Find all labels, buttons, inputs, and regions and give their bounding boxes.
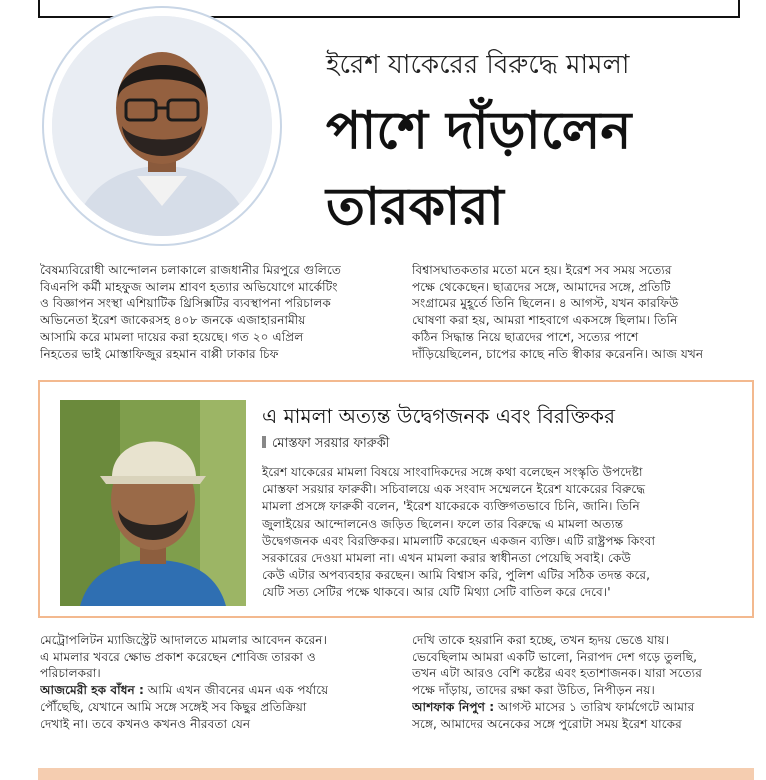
paragraph-line: পক্ষে দাঁড়ায়, তাদের রক্ষা করা উচিত, নিপীড়ন নয়। (412, 683, 655, 698)
paragraph-line: নিহতের ভাই মোস্তাফিজুর রহমান বাপ্পী ঢাকার চিফ (40, 346, 279, 361)
speaker-name: আশফাক নিপুণ : (412, 699, 495, 714)
paragraph-line: ঘোষণা করা হয়, আমরা শাহবাগে একসঙ্গে ছিলাম। তিনি (412, 313, 678, 328)
portrait-ring (42, 6, 282, 246)
paragraph-line: পক্ষে থেকেছেন। ছাত্রদের সঙ্গে, আমাদের সঙ্গে, প্রতিটি (412, 279, 671, 294)
paragraph-line: কঠিন সিদ্ধান্ত নিয়ে ছাত্রদের পাশে, সত্যের পাশে (412, 329, 639, 344)
byline-bar (262, 436, 266, 448)
paragraph-line: ভেবেছিলাম আমরা একটি ভালো, নিরাপদ দেশ গড়ে তুলছি, (412, 649, 698, 664)
portrait-photo (52, 16, 272, 236)
man-portrait-illustration (52, 16, 272, 236)
paragraph-line: এ মামলার খবরে ক্ষোভ প্রকাশ করেছেন শোবিজ তারকা ও (40, 649, 316, 664)
quote-line: জুলাইয়ের আন্দোলনেও জড়িত ছিলেন। ফলে তার বিরুদ্ধে এ মামলা অত্যন্ত (262, 516, 624, 531)
quote-box-text (262, 464, 655, 602)
quote-line: ইরেশ যাকেরের মামলা বিষয়ে সাংবাদিকদের সঙ্গে কথা বলেছেন সংস্কৃতি উপদেষ্টা (262, 465, 643, 479)
speaker-text: আমি এখন জীবনের এমন এক পর্যায়ে (143, 683, 329, 698)
quote-box (38, 380, 754, 618)
right-column-bottom (412, 632, 702, 732)
paragraph-line: সংগ্রামের মুহূর্তে তিনি ছিলেন। ৪ আগস্ট, যখন কারফিউ (412, 296, 679, 311)
quote-box-byline (262, 434, 390, 455)
paragraph-line: মেট্রোপলিটন ম্যাজিস্ট্রেট আদালতে মামলার আবেদন করেন। (40, 633, 327, 647)
paragraph-line (412, 699, 702, 716)
right-column-top (412, 262, 703, 362)
paragraph-line: আসামি করে মামলা দায়ের করা হয়েছে। গত ২০ এপ্রিল (40, 329, 304, 344)
quote-box-photo (60, 400, 246, 606)
kicker: ইরেশ যাকেরের বিরুদ্ধে মামলা (326, 50, 630, 80)
paragraph-line: দাঁড়িয়েছিলেন, চাপের কাছে নতি স্বীকার করেননি। আজ যখন (412, 346, 704, 361)
quote-box-title: এ মামলা অত্যন্ত উদ্বেগজনক এবং বিরক্তিকর (262, 404, 616, 428)
quote-line: যেটি সত্য সেটির পক্ষে থাকবে। আর যেটি মিথ্যা সেটি বাতিল করে দেবে।' (262, 585, 611, 600)
paragraph-line: দেখি তাকে হয়রানি করা হচ্ছে, তখন হৃদয় ভেঙে যায়। (412, 633, 670, 647)
bottom-strip (38, 768, 754, 780)
paragraph-line: সঙ্গে, আমাদের অনেকের সঙ্গে পুরোটা সময় ইরেশ যাকের (412, 716, 682, 731)
quote-line: উদ্বেগজনক এবং বিরক্তিকর। মামলাটি করেছেন একজন ব্যক্তি। এটি রাষ্ট্রপক্ষ কিংবা (262, 533, 655, 548)
paragraph-line: বিএনপি কর্মী মাহফুজ আলম শ্রাবণ হত্যার অভিযোগে মার্কেটিং (40, 279, 338, 294)
speaker-name: আজমেরী হক বাঁধন : (40, 683, 144, 698)
paragraph-line (40, 682, 328, 699)
man-with-cap-illustration (60, 400, 246, 606)
paragraph-line: পৌঁছেছি, যেখানে আমি সঙ্গে সঙ্গেই সব কিছুর প্রতিক্রিয়া (40, 699, 307, 714)
speaker-text: আগস্ট মাসের ১ তারিখ ফার্মগেটে আমার (494, 699, 695, 714)
paragraph-line: দেখাই না। তবে কখনও কখনও নীরবতা যেন (40, 716, 251, 731)
left-column-top (40, 262, 341, 362)
headline-line-1: পাশে দাঁড়ালেন (326, 101, 632, 161)
left-column-bottom (40, 632, 328, 732)
paragraph-line: বৈষম্যবিরোধী আন্দোলন চলাকালে রাজধানীর মিরপুরে গুলিতে (40, 263, 342, 277)
paragraph-line: তখন এটা আরও বেশি কষ্টের এবং হতাশাজনক। যারা সত্যের (412, 666, 702, 681)
quote-line: মোস্তফা সরয়ার ফারুকী। সচিবালয়ে এক সংবাদ সম্মেলনে ইরেশ যাকেরের বিরুদ্ধে (262, 482, 646, 497)
headline-line-2: তারকারা (326, 177, 504, 237)
quote-line: মামলা প্রসঙ্গে ফারুকী বলেন, 'ইরেশ যাকেরকে ব্যক্তিগতভাবে চিনি, জানি। তিনি (262, 499, 640, 514)
byline-name: মোস্তফা সরয়ার ফারুকী (272, 436, 390, 451)
paragraph-line: ও বিজ্ঞাপন সংস্থা এশিয়াটিক থ্রিসিক্সটির ব্যবস্থাপনা পরিচালক (40, 296, 331, 311)
paragraph-line: বিশ্বাসঘাতকতার মতো মনে হয়। ইরেশ সব সময় সত্যের (412, 263, 672, 277)
quote-line: কেউ এটার অপব্যবহার করছেন। আমি বিশ্বাস করি, পুলিশ এটির সঠিক তদন্ত করে, (262, 568, 650, 583)
quote-line: সরকারের দেওয়া মামলা না। এখন মামলা করার স্বাধীনতা পেয়েছি সবাই। কেউ (262, 551, 631, 566)
paragraph-line: পরিচালকরা। (40, 666, 101, 681)
paragraph-line: অভিনেতা ইরেশ জাকেরসহ ৪০৮ জনকে এজাহারনামীয় (40, 313, 306, 328)
